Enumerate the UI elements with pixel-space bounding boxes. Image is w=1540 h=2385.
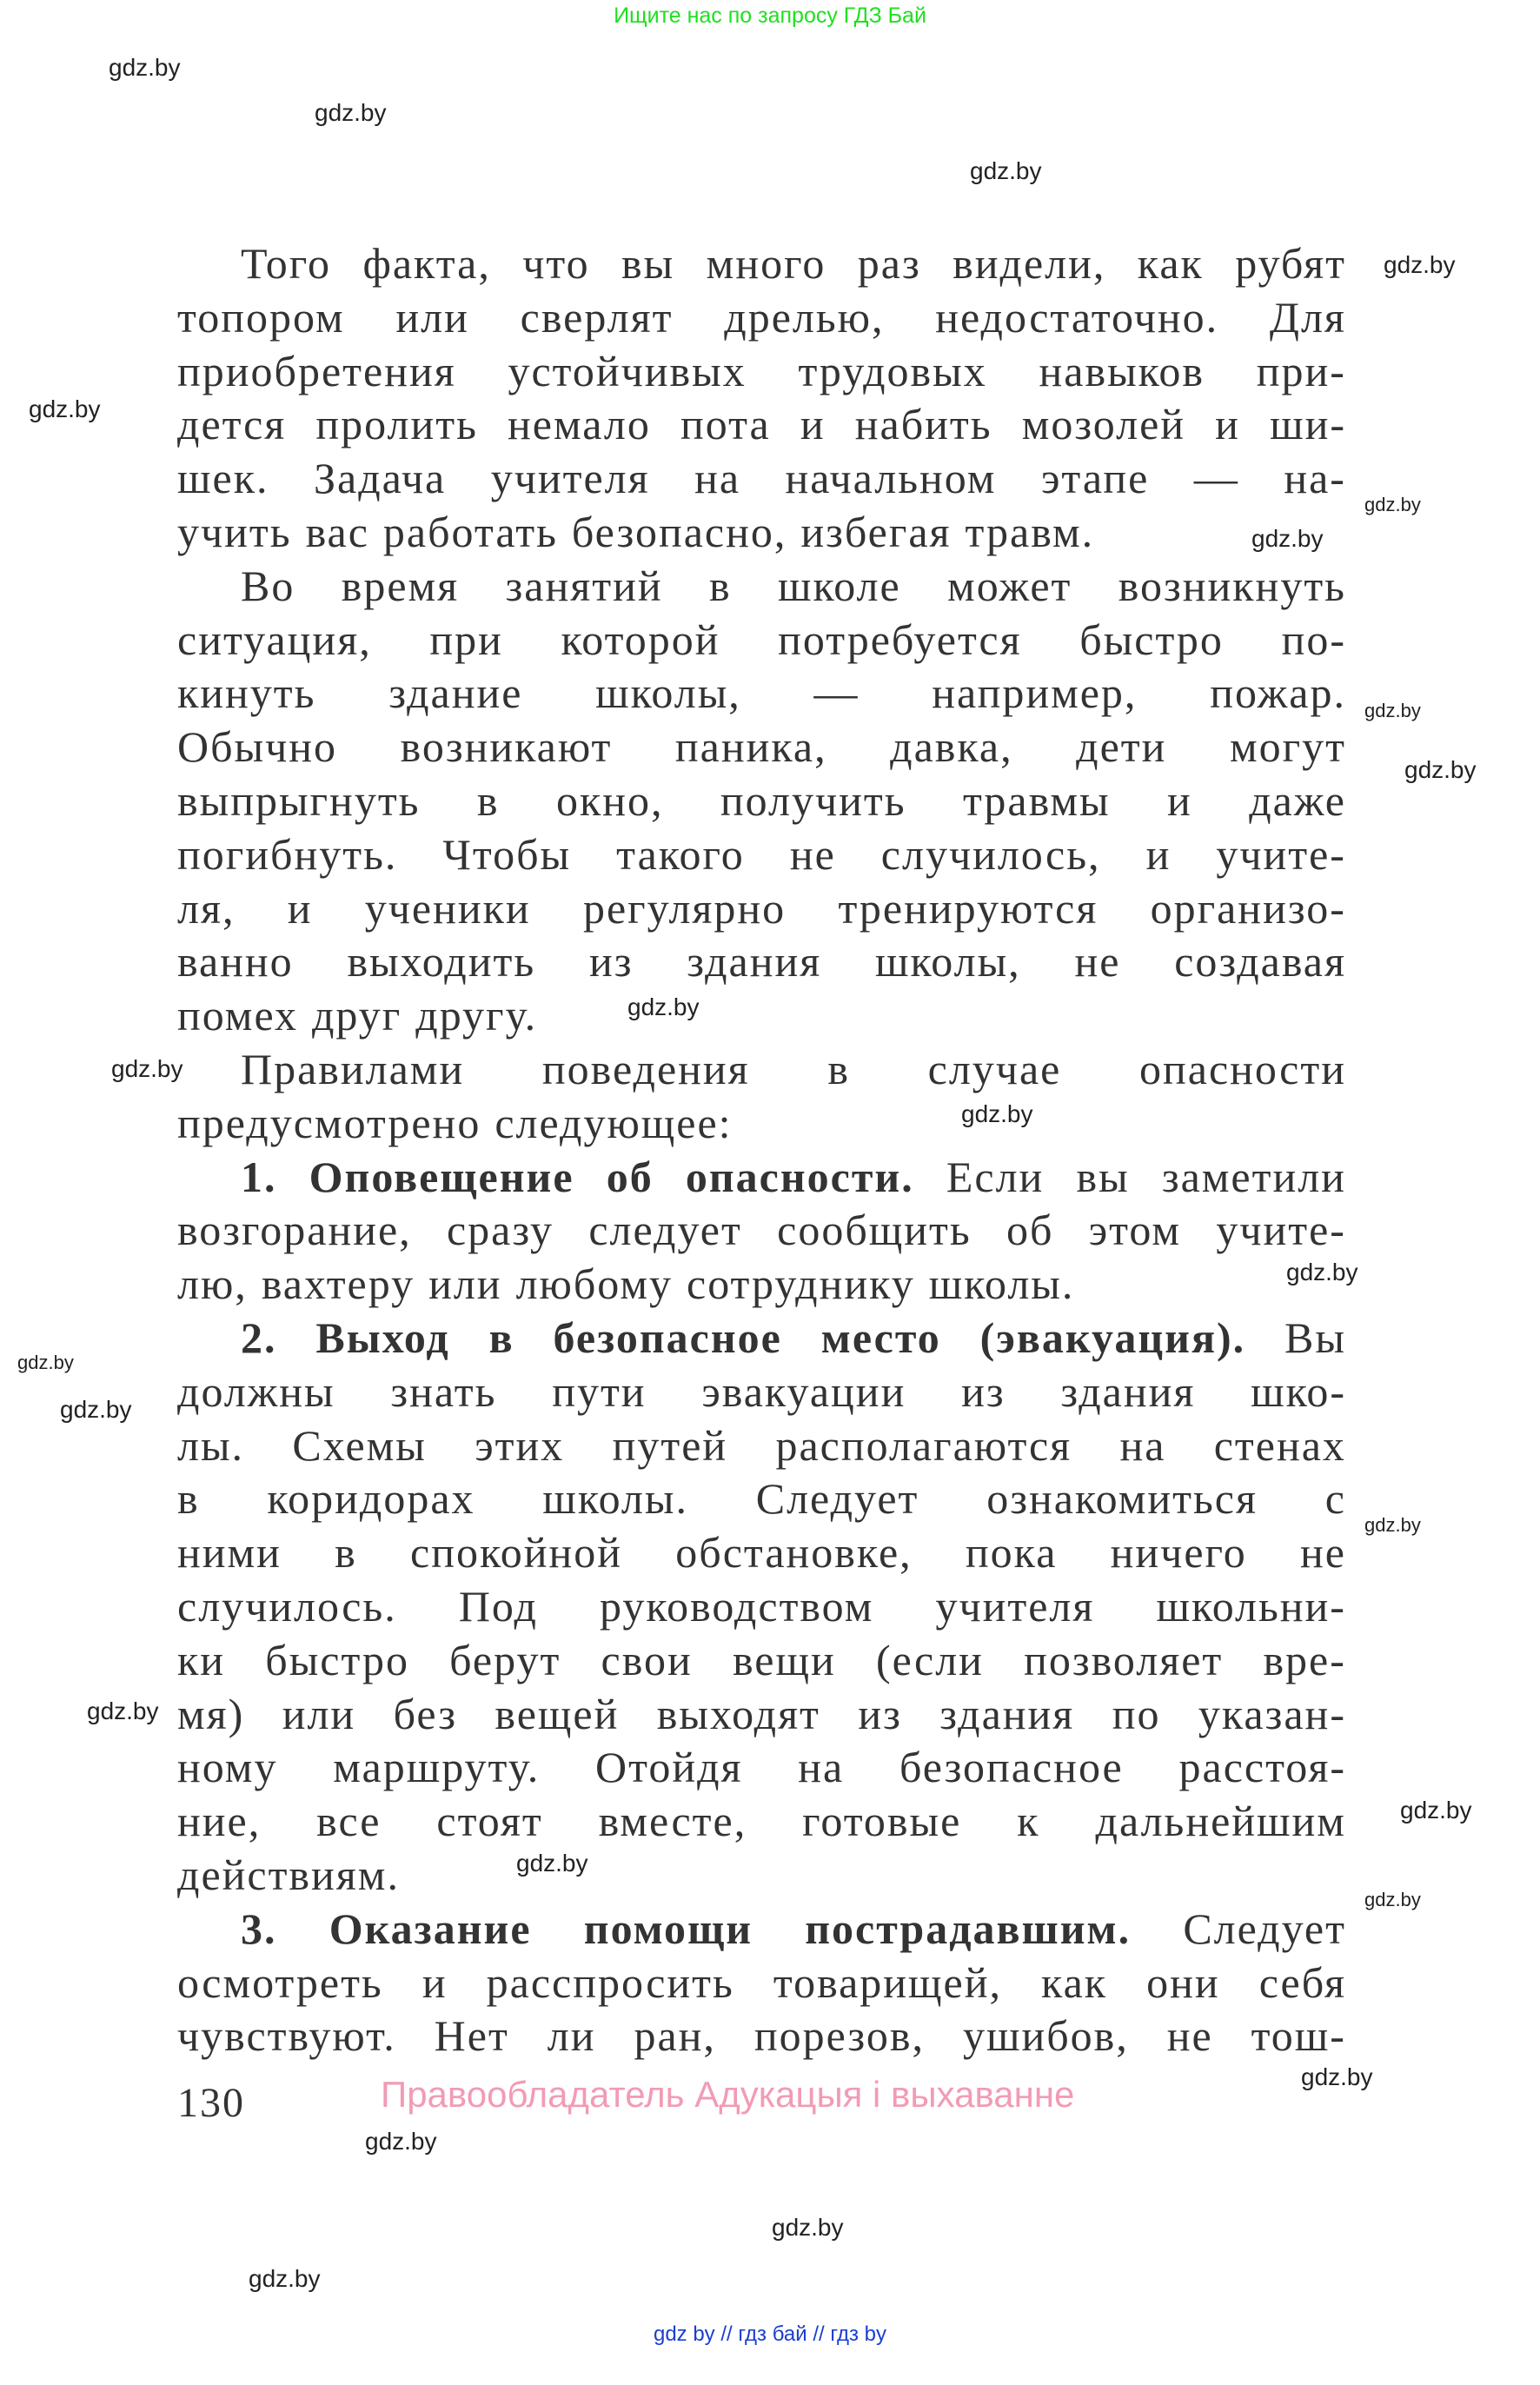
- text-line: 2. Выход в безопасное место (эвакуация). Вы: [241, 1313, 1346, 1362]
- search-banner: Ищите нас по запросу ГДЗ Бай: [614, 3, 926, 28]
- text-line: шек. Задача учителя на начальном этапе — на-: [177, 454, 1346, 503]
- text-line: ние, все стоят вместе, готовые к дальнейшим: [177, 1797, 1346, 1846]
- watermark: gdz.by: [1364, 1514, 1421, 1536]
- text-line: приобретения устойчивых трудовых навыков при-: [177, 346, 1346, 395]
- watermark: gdz.by: [249, 2265, 321, 2292]
- text-line: дется пролить немало пота и набить мозолей и ши-: [177, 400, 1346, 449]
- watermark: gdz.by: [1251, 525, 1324, 552]
- watermark: gdz.by: [29, 395, 101, 422]
- text-line: 1. Оповещение об опасности. Если вы заметили: [241, 1152, 1346, 1201]
- watermark: gdz.by: [17, 1352, 74, 1373]
- watermark: gdz.by: [109, 54, 181, 81]
- watermark: gdz.by: [970, 157, 1042, 184]
- watermark: gdz.by: [1384, 251, 1456, 278]
- watermark: gdz.by: [365, 2128, 437, 2155]
- watermark: gdz.by: [1364, 1889, 1421, 1910]
- text-line: Правилами поведения в случае опасности: [241, 1045, 1346, 1093]
- text-line: выпрыгнуть в окно, получить травмы и даже: [177, 776, 1346, 825]
- text-line: помех друг другу.: [177, 991, 538, 1040]
- copyright-notice: Правообладатель Адукацыя і выхаванне: [381, 2074, 1075, 2115]
- watermark: gdz.by: [87, 1697, 159, 1724]
- watermark: gdz.by: [627, 993, 700, 1020]
- text-line: погибнуть. Чтобы такого не случилось, и учите-: [177, 829, 1346, 879]
- watermark: gdz.by: [1400, 1797, 1472, 1824]
- watermark: gdz.by: [111, 1055, 183, 1082]
- watermark: gdz.by: [315, 99, 387, 126]
- watermark: gdz.by: [961, 1100, 1033, 1127]
- watermark: gdz.by: [772, 2214, 844, 2241]
- watermark: gdz.by: [60, 1396, 132, 1423]
- text-line: мя) или без вещей выходят из здания по указан-: [177, 1689, 1346, 1738]
- text-line: осмотреть и расспросить товарищей, как они себя: [177, 1957, 1346, 2007]
- watermark: gdz.by: [1364, 700, 1421, 721]
- text-line: ля, и ученики регулярно тренируются организо-: [177, 883, 1346, 933]
- text-line: действиям.: [177, 1850, 400, 1899]
- text-line: возгорание, сразу следует сообщить об этом учите-: [177, 1206, 1346, 1255]
- text-line: 3. Оказание помощи пострадавшим. Следует: [241, 1903, 1346, 1953]
- text-line: ванно выходить из здания школы, не создавая: [177, 937, 1346, 987]
- text-line: ними в спокойной обстановке, пока ничего не: [177, 1528, 1346, 1578]
- page-number: 130: [177, 2080, 245, 2126]
- text-line: топором или сверлят дрелью, недостаточно. Для: [177, 292, 1346, 342]
- text-line: лы. Схемы этих путей располагаются на стенах: [177, 1420, 1346, 1470]
- watermark: gdz.by: [1301, 2063, 1373, 2090]
- text-line: Того факта, что вы много раз видели, как рубят: [241, 239, 1346, 288]
- text-line: должны знать пути эвакуации из здания шко-: [177, 1366, 1346, 1416]
- text-line: Обычно возникают паника, давка, дети могут: [177, 722, 1346, 772]
- text-line: Во время занятий в школе может возникнуть: [241, 561, 1346, 610]
- text-line: ситуация, при которой потребуется быстро по-: [177, 615, 1346, 664]
- text-line: лю, вахтеру или любому сотруднику школы.: [177, 1259, 1075, 1309]
- footer-links[interactable]: gdz by // гдз бай // гдз by: [653, 2322, 887, 2346]
- text-line: в коридорах школы. Следует ознакомиться с: [177, 1474, 1346, 1524]
- text-line: ки быстро берут свои вещи (если позволяет вре-: [177, 1635, 1346, 1684]
- watermark: gdz.by: [516, 1850, 588, 1877]
- watermark: gdz.by: [1364, 494, 1421, 515]
- text-line: случилось. Под руководством учителя школьни-: [177, 1582, 1346, 1631]
- text-line: учить вас работать безопасно, избегая травм.: [177, 508, 1095, 556]
- text-line: чувствуют. Нет ли ран, порезов, ушибов, не тош-: [177, 2011, 1346, 2061]
- text-line: ному маршруту. Отойдя на безопасное расстоя-: [177, 1743, 1346, 1792]
- text-line: предусмотрено следующее:: [177, 1098, 733, 1147]
- text-line: кинуть здание школы, — например, пожар.: [177, 668, 1346, 718]
- watermark: gdz.by: [1404, 756, 1477, 783]
- watermark: gdz.by: [1286, 1259, 1358, 1286]
